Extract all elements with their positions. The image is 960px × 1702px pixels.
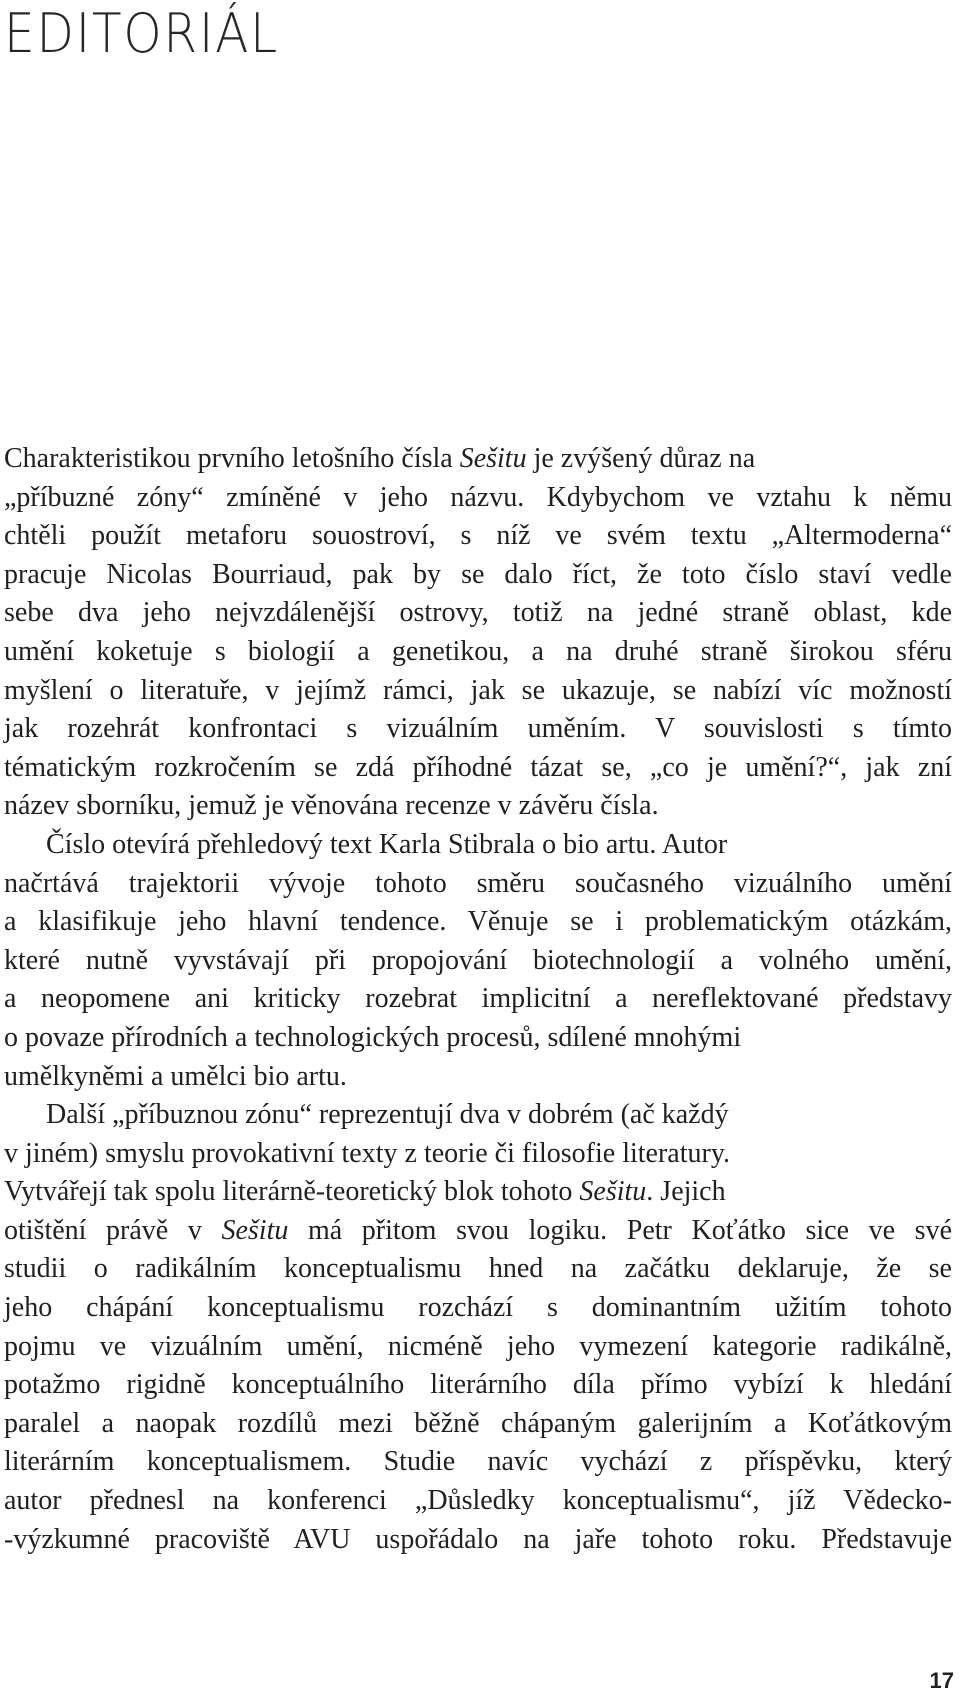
text-line: jeho chápání konceptualismu rozchází s dominantním užitím tohoto xyxy=(4,1292,952,1324)
text-line: studii o radikálním konceptualismu hned na začátku deklaruje, že se xyxy=(4,1253,952,1285)
text-line: Další „příbuznou zónu“ reprezentují dva v dobrém (ač každý xyxy=(46,1099,729,1131)
text-line: v jiném) smyslu provokativní texty z teorie či filosofie literatury. xyxy=(4,1137,731,1169)
journal-title-italic: Sešitu xyxy=(459,443,527,474)
text-line: Vytvářejí tak spolu literárně-teoretický blok tohoto Sešitu. Jejich xyxy=(4,1176,726,1208)
paragraph-bio-art xyxy=(4,826,952,1096)
text-line: literárním konceptualismem. Studie navíc vychází z příspěvku, který xyxy=(4,1446,952,1478)
text-line: tématickým rozkročením se zdá příhodné tázat se, „co je umění?“, jak zní xyxy=(4,751,952,783)
journal-title-italic: Sešitu xyxy=(579,1176,647,1208)
text-line: Číslo otevírá přehledový text Karla Stibrala o bio artu. Autor xyxy=(46,828,728,860)
text-line: otištění právě v Sešitu má přitom svou logiku. Petr Koťátko sice ve své xyxy=(4,1214,952,1246)
text-line: název sborníku, jemuž je věnována recenze v závěru čísla. xyxy=(4,790,659,822)
text-line: načrtává trajektorii vývoje tohoto směru současného vizuálního umění xyxy=(4,867,952,899)
text-line: autor přednesl na konferenci „Důsledky konceptualismu“, jíž Vědecko- xyxy=(4,1485,952,1517)
text-line: umění koketuje s biologií a genetikou, a na druhé straně širokou sféru xyxy=(4,635,952,667)
text-line: a klasifikuje jeho hlavní tendence. Věnuje se i problematickým otázkám, xyxy=(4,906,952,938)
page-title: EDITORIÁL xyxy=(4,2,280,65)
text-line: které nutně vyvstávají při propojování biotechnologií a volného umění, xyxy=(4,944,952,976)
page-number: 17 xyxy=(929,1668,954,1693)
editorial-body xyxy=(4,440,952,1559)
journal-title-italic: Sešitu xyxy=(221,1214,289,1246)
text-line: potažmo rigidně konceptuálního literárního díla přímo vybízí k hledání xyxy=(4,1369,952,1401)
text-line: -výzkumné pracoviště AVU uspořádalo na jaře tohoto roku. Představuje xyxy=(4,1523,952,1555)
text-line: umělkyněmi a umělci bio artu. xyxy=(4,1060,347,1092)
paragraph-intro xyxy=(4,440,952,826)
text-line: jak rozehrát konfrontaci s vizuálním uměním. V souvislosti s tímto xyxy=(4,713,952,745)
text-line: pojmu ve vizuálním umění, nicméně jeho vymezení kategorie radikálně, xyxy=(4,1330,952,1362)
text-line: paralel a naopak rozdílů mezi běžně chápaným galerijním a Koťátkovým xyxy=(4,1407,952,1439)
text-line: pracuje Nicolas Bourriaud, pak by se dalo říct, že toto číslo staví vedle xyxy=(4,558,952,590)
text-line: „příbuzné zóny“ zmíněné v jeho názvu. Kdybychom ve vztahu k němu xyxy=(4,481,952,513)
text-line: myšlení o literatuře, v jejímž rámci, jak se ukazuje, se nabízí víc možností xyxy=(4,674,952,706)
text-line: o povaze přírodních a technologických procesů, sdílené mnohými xyxy=(4,1021,742,1053)
text-line: Charakteristikou prvního letošního čísla Sešitu je zvýšený důraz na xyxy=(4,443,756,474)
text-line: chtěli použít metaforu souostroví, s níž ve svém textu „Altermoderna“ xyxy=(4,520,952,552)
text-line: sebe dva jeho nejvzdálenější ostrovy, totiž na jedné straně oblast, kde xyxy=(4,597,952,629)
text-line: a neopomene ani kriticky rozebrat implicitní a nereflektované představy xyxy=(4,983,952,1015)
paragraph-literary-theory xyxy=(4,1096,952,1559)
